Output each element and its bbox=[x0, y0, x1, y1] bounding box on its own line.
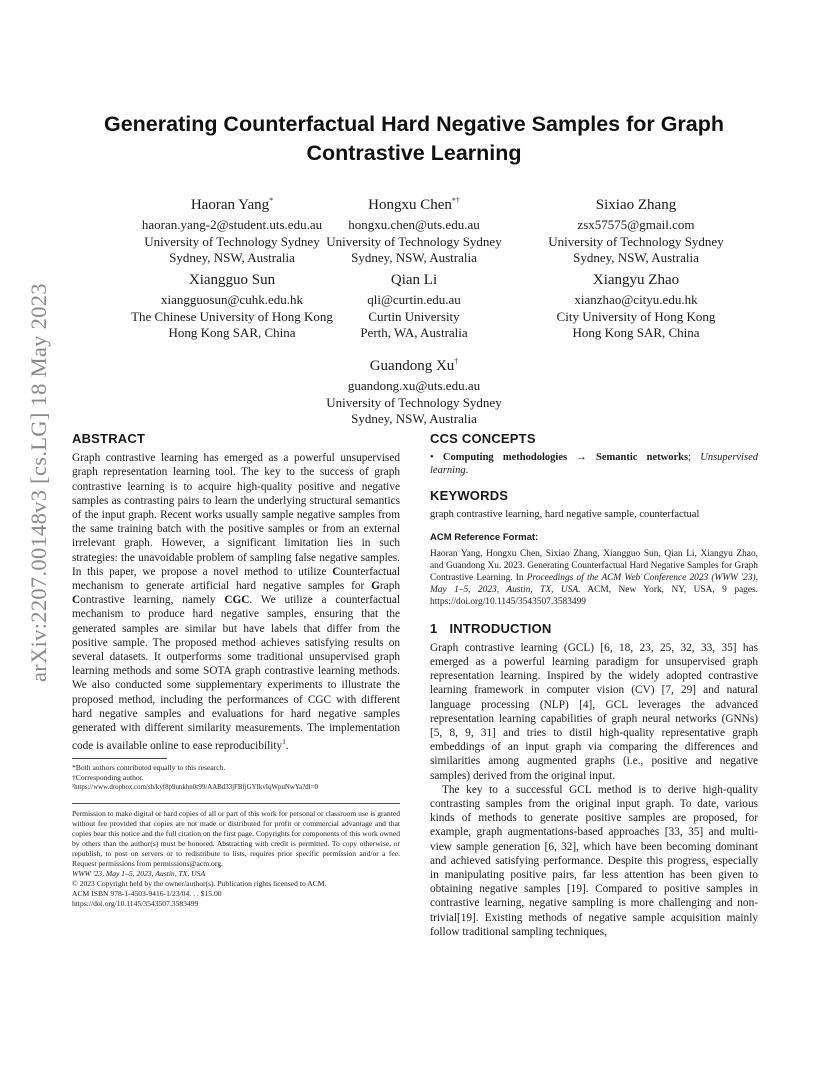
author-name: Haoran Yang bbox=[190, 197, 270, 213]
author-affiliation: University of Technology Sydney bbox=[326, 394, 502, 410]
permission-divider bbox=[72, 803, 400, 804]
author-email: hongxu.chen@uts.edu.au bbox=[348, 217, 480, 232]
author-email: zsx57575@gmail.com bbox=[577, 217, 695, 232]
footnote-corresponding: †Corresponding author. bbox=[72, 773, 144, 783]
footnote-equal-contribution: *Both authors contributed equally to this research. bbox=[72, 763, 226, 773]
author-block bbox=[284, 190, 544, 267]
author-name: Sixiao Zhang bbox=[595, 197, 677, 213]
author-affiliation: The Chinese University of Hong Kong bbox=[131, 308, 333, 324]
author-email: haoran.yang-2@student.uts.edu.au bbox=[141, 217, 323, 232]
conference-line: WWW '23, May 1–5, 2023, Austin, TX, USA bbox=[72, 869, 206, 879]
arxiv-identifier: arXiv:2207.00148v3 [cs.LG] 18 May 2023 bbox=[26, 283, 51, 682]
author-email: qli@curtin.edu.au bbox=[367, 292, 461, 307]
permission-text: Permission to make digital or hard copies of all or part of this work for personal or classroom use is granted without fee provided that copies are not made or distributed for profit or commercial advantage and that copies bear this notice and the full citation on the first page. Copyrights for components of this work owned by others than the author(s) must be honored. Abstracting with credit is permitted. To copy otherwise, or republish, to post on servers or to redistribute to lists, requires prior specific permission and/or a fee. Request permissions from permissions@acm.org. bbox=[72, 809, 400, 869]
author-block bbox=[284, 269, 544, 342]
keywords-text: graph contrastive learning, hard negative sample, counterfactual bbox=[430, 509, 700, 521]
footnote-code-link[interactable]: ¹https://www.dropbox.com/sh/kyf8p9unkhn0r99/AABd33jFBfjGYIkvIqWpuNwYa?dl=0 bbox=[72, 784, 318, 792]
author-location: Sydney, NSW, Australia bbox=[573, 250, 699, 265]
author-affiliation: University of Technology Sydney bbox=[326, 233, 502, 249]
keywords-heading: KEYWORDS bbox=[430, 488, 509, 504]
permission-block bbox=[72, 809, 400, 909]
author-location: Sydney, NSW, Australia bbox=[169, 250, 295, 265]
author-mark: † bbox=[454, 357, 459, 366]
author-location: Hong Kong SAR, China bbox=[168, 325, 296, 340]
abstract-body bbox=[72, 451, 400, 753]
ccs-concepts: • Computing methodologies → Semantic networks; Unsupervised learning. bbox=[430, 452, 758, 477]
author-mark: * bbox=[269, 196, 274, 205]
author-affiliation: University of Technology Sydney bbox=[144, 233, 320, 249]
author-email: guandong.xu@uts.edu.au bbox=[347, 378, 481, 393]
author-block bbox=[506, 269, 766, 342]
footnotes bbox=[72, 763, 400, 793]
author-block bbox=[284, 351, 544, 428]
author-name: Xiangyu Zhao bbox=[592, 272, 680, 288]
author-affiliation: City University of Hong Kong bbox=[556, 308, 716, 324]
author-mark: *† bbox=[451, 196, 460, 205]
ccs-heading: CCS CONCEPTS bbox=[430, 431, 536, 446]
introduction-paragraph-1: Graph contrastive learning (GCL) [6, 18, 23, 25, 32, 33, 35] has emerged as a powerful learning paradigm for unsupervised graph representation learning. Inspired by the widely adopted contrastive learning framework in computer vision (CV) [7, 29] and natural language processing (NLP) [4], GCL leverages the advanced representation learning capabilities of graph neural networks (GNNs) [5, 8, 9, 31] and tries to distil high-quality representative graph embeddings of an input graph via comparing the differences and similarities among augmented graphs (i.e., positive and negative samples) derived from the original input. bbox=[430, 641, 758, 782]
author-block bbox=[506, 190, 766, 267]
introduction-paragraph-2: The key to a successful GCL method is to derive high-quality contrasting samples from the original input graph. To date, various kinds of methods to generate positive samples are proposed, for example, graph augmentations-based approaches [33, 35] and multi-view sample generation [6, 32], which have been becoming dominant and achieved satisfying performance. Despite this progress, especially in manipulating positive pairs, far less attention has been given to obtaining negative samples [19]. Compared to positive samples in contrastive learning, negative sampling is more challenging and non-trivial[19]. Existing methods of negative sample acquisition mainly follow traditional sampling techniques, bbox=[430, 783, 758, 938]
author-email: xianzhao@cityu.edu.hk bbox=[574, 292, 698, 307]
author-name: Guandong Xu bbox=[369, 358, 455, 374]
author-affiliation: Curtin University bbox=[368, 308, 460, 324]
author-affiliation: University of Technology Sydney bbox=[548, 233, 724, 249]
author-location: Hong Kong SAR, China bbox=[572, 325, 700, 340]
abstract-heading: ABSTRACT bbox=[72, 431, 146, 446]
author-location: Sydney, NSW, Australia bbox=[351, 411, 477, 426]
author-location: Perth, WA, Australia bbox=[360, 325, 468, 340]
paper-title bbox=[60, 110, 768, 168]
author-name: Hongxu Chen bbox=[368, 197, 452, 213]
introduction-heading: 1 INTRODUCTION bbox=[430, 620, 552, 636]
author-location: Sydney, NSW, Australia bbox=[351, 250, 477, 265]
isbn-line: ACM ISBN 978-1-4503-9416-1/23/04. . . $15.00 bbox=[72, 889, 222, 899]
right-column bbox=[430, 432, 758, 939]
paper-title-line-1: Generating Counterfactual Hard Negative Samples for Graph bbox=[103, 112, 725, 136]
author-name: Qian Li bbox=[390, 272, 438, 288]
author-email: xiangguosun@cuhk.edu.hk bbox=[161, 292, 303, 307]
acm-reference-heading: ACM Reference Format: bbox=[430, 532, 539, 544]
paper-title-line-2: Contrastive Learning bbox=[306, 141, 522, 165]
doi-line[interactable]: https://doi.org/10.1145/3543507.3583499 bbox=[72, 899, 199, 909]
acm-reference-text: Haoran Yang, Hongxu Chen, Sixiao Zhang, Xiangguo Sun, Qian Li, Xiangyu Zhao, and Guandong Xu. 2023. Generating Counterfactual Hard Negative Samples for Graph Contrastive Learning. In Proceedings of the ACM Web Conference 2023 (WWW '23), May 1–5, 2023, Austin, TX, USA. ACM, New York, NY, USA, 9 pages. https://doi.org/10.1145/3543507.3583499 bbox=[430, 548, 759, 608]
left-column bbox=[72, 432, 400, 909]
introduction-section bbox=[430, 622, 758, 939]
author-name: Xiangguo Sun bbox=[188, 272, 276, 288]
abstract-paragraph: Graph contrastive learning has emerged as a powerful unsupervised graph representation learning tool. The key to the success of graph contrastive learning is to acquire high-quality positive and negative samples as contrasting pairs to learn the underlying structural semantics of the input graph. Recent works usually sample negative samples from the same training batch with the positive samples or from an external irrelevant graph. However, a significant limitation lies in such strategies: the unavoidable problem of sampling false negative samples. In this paper, we propose a novel method to utilize Counterfactual mechanism to generate artificial hard negative samples for Graph Contrastive learning, namely CGC. We utilize a counterfactual mechanism to produce hard negative samples, ensuring that the generated samples are similar but have labels that differ from the positive sample. The proposed method achieves satisfying results on several datasets. It outperforms some traditional unsupervised graph learning methods and some SOTA graph contrastive learning methods. We also conducted some supplementary experiments to illustrate the proposed method, including the performances of CGC with different hard negative samples and evaluations for hard negative samples generated with different similarity measurements. The implementation code is available online to ease reproducibility$^1$. bbox=[72, 452, 400, 753]
copyright-line: © 2023 Copyright held by the owner/author(s). Publication rights licensed to ACM. bbox=[72, 879, 327, 889]
